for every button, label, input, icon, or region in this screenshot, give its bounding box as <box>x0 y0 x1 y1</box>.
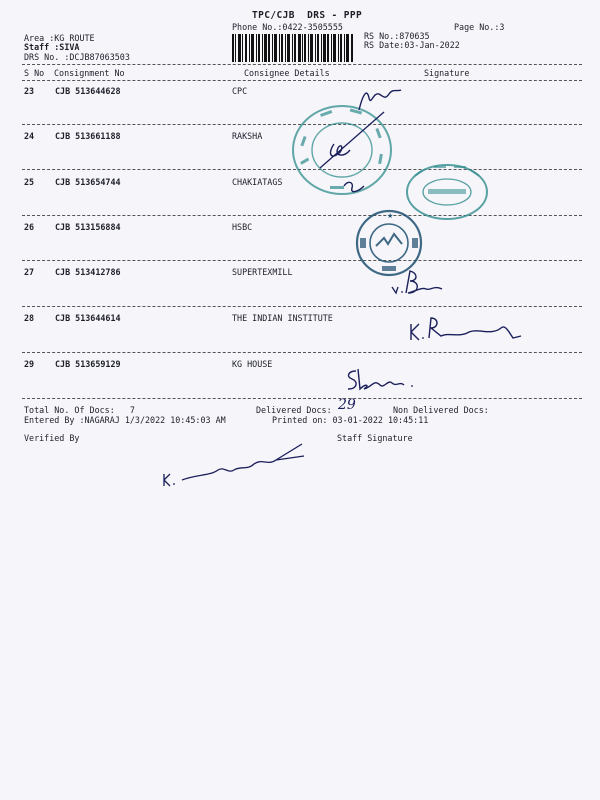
verifier-signature <box>158 440 308 490</box>
row-consignee: SUPERTEXMILL <box>232 267 293 277</box>
row-divider <box>22 352 582 353</box>
row-consignee: CHAKIATAGS <box>232 177 283 187</box>
row-sno: 26 <box>24 222 35 232</box>
header-divider <box>22 64 582 65</box>
row-sno: 25 <box>24 177 35 187</box>
row-sno: 27 <box>24 267 35 277</box>
row-sno: 24 <box>24 131 35 141</box>
row-consignment: CJB 513644614 <box>55 313 121 323</box>
phone-number: Phone No.:0422-3505555 <box>232 22 343 32</box>
row-divider <box>22 215 582 216</box>
row-consignee: KG HOUSE <box>232 359 273 369</box>
non-delivered-docs: Non Delivered Docs: <box>393 405 489 415</box>
signature-row-29 <box>342 365 422 395</box>
col-signature: Signature <box>424 68 470 78</box>
row-consignment: CJB 513659129 <box>55 359 121 369</box>
barcode <box>232 34 354 62</box>
staff-signature-label: Staff Signature <box>337 433 413 443</box>
page-number: Page No.:3 <box>454 22 505 32</box>
delivered-docs-label: Delivered Docs: <box>256 405 332 415</box>
col-consignment: Consignment No <box>54 68 125 78</box>
row-consignment: CJB 513156884 <box>55 222 121 232</box>
printed-on: Printed on: 03-01-2022 10:45:11 <box>272 415 429 425</box>
row-sno: 23 <box>24 86 35 96</box>
verified-by: Verified By <box>24 433 80 443</box>
sheet-title: TPC/CJB DRS - PPP <box>252 10 363 21</box>
area-label: Area :KG ROUTE <box>24 33 95 43</box>
row-divider <box>22 306 582 307</box>
rs-date: RS Date:03-Jan-2022 <box>364 40 460 50</box>
row-consignee: CPC <box>232 86 248 96</box>
rs-number: RS No.:870635 <box>364 31 430 41</box>
col-consignee: Consignee Details <box>244 68 330 78</box>
row-divider <box>22 398 582 399</box>
row-consignment: CJB 513412786 <box>55 267 121 277</box>
svg-text:★: ★ <box>387 212 394 220</box>
signature-row-24-25 <box>300 108 390 208</box>
column-divider <box>22 80 582 81</box>
row-consignment: CJB 513644628 <box>55 86 121 96</box>
row-consignee: HSBC <box>232 222 253 232</box>
drs-number: DRS No. :DCJB87063503 <box>24 52 130 62</box>
signature-row-28 <box>405 310 530 345</box>
row-consignment: CJB 513654744 <box>55 177 121 187</box>
row-sno: 28 <box>24 313 35 323</box>
row-consignment: CJB 513661188 <box>55 131 121 141</box>
row-sno: 29 <box>24 359 35 369</box>
entered-by: Entered By :NAGARAJ 1/3/2022 10:45:03 AM <box>24 415 226 425</box>
staff-label: Staff :SIVA <box>24 42 80 52</box>
row-consignee: THE INDIAN INSTITUTE <box>232 313 333 323</box>
col-sno: S No <box>24 68 45 78</box>
row-divider <box>22 260 582 261</box>
delivered-docs-handwritten: 29 <box>338 397 356 413</box>
signature-row-27 <box>388 265 448 300</box>
row-consignee: RAKSHA <box>232 131 263 141</box>
total-docs: Total No. Of Docs: 7 <box>24 405 135 415</box>
